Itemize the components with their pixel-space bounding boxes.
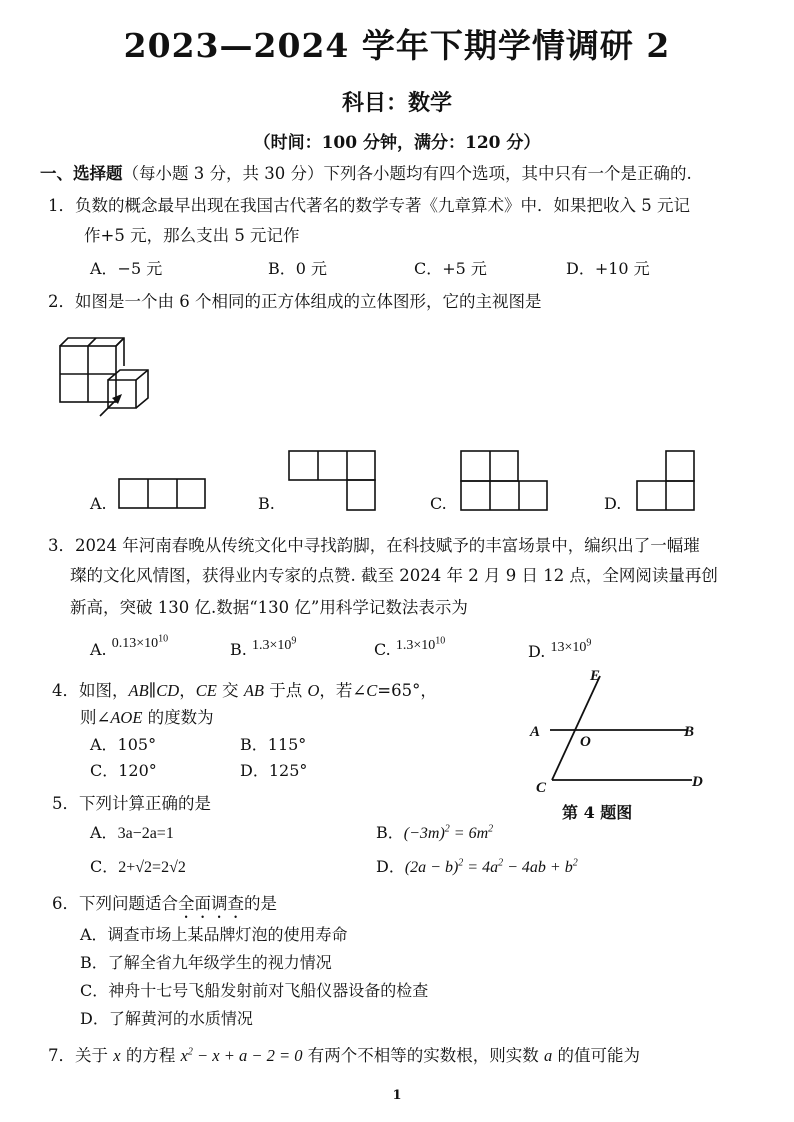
q5-text: 5．下列计算正确的是 xyxy=(52,794,211,813)
q4-point-e: E xyxy=(590,668,601,684)
q3-d-mantissa: 13×10 xyxy=(550,640,587,655)
q4-point-b: B xyxy=(684,724,695,740)
q2-option-c-figure xyxy=(460,450,550,512)
q2-label-b: B. xyxy=(258,494,275,513)
q3-b-mantissa: 1.3×10 xyxy=(251,638,292,653)
q4-figure-caption: 第 4 题图 xyxy=(562,803,633,822)
q7-text: 7．关于 x 的方程 $x^2 - x + a - 2 = 0$ 有两个不相等的实数根，则实数 a 的值可能为 xyxy=(48,1046,641,1065)
q3-line3: 新高，突破 130 亿.数据“130 亿”用科学记数法表示为 xyxy=(70,598,468,617)
q3-c-exponent: 10 xyxy=(435,635,446,647)
q6-option-b: B．了解全省九年级学生的视力情况 xyxy=(80,953,332,972)
q3-label-c: C. xyxy=(374,640,391,659)
q6-option-a: A．调查市场上某品牌灯泡的使用寿命 xyxy=(80,925,348,944)
q1-option-b: B．0 元 xyxy=(268,259,328,278)
q2-label-c: C. xyxy=(430,494,447,513)
section-desc: （每小题 3 分，共 30 分）下列各小题均有四个选项，其中只有一个是正确的. xyxy=(122,164,692,183)
section-label: 一、选择题 xyxy=(40,164,123,183)
q3-option-b xyxy=(230,635,297,660)
page-title: 2023—2024 学年下期学情调研 2 xyxy=(123,26,671,65)
time-info: （时间：100 分钟，满分：120 分） xyxy=(253,133,541,153)
q3-line2: 璨的文化风情图，获得业内专家的点赞. 截至 2024 年 2 月 9 日 12 点，全网阅读量再创 xyxy=(70,566,718,585)
q4-option-b: B．115° xyxy=(240,735,307,754)
q4-point-d: D xyxy=(692,774,703,790)
q4-option-d: D．125° xyxy=(240,761,308,780)
q2-solid-figure xyxy=(50,330,160,420)
q5-option-b: B．$(-3m)^2 = 6m^2$ xyxy=(376,823,494,842)
q4-line1: 4．如图，AB∥CD，CE 交 AB 于点 O，若∠C=65°， xyxy=(52,681,437,700)
q2-option-b-figure xyxy=(288,450,378,512)
q6-option-c: C．神舟十七号飞船发射前对飞船仪器设备的检查 xyxy=(80,981,429,1000)
q5-option-c: C．2+√2=2√2 xyxy=(90,857,186,876)
q3-b-exponent: 9 xyxy=(291,635,297,647)
q5-option-a: A．3a−2a=1 xyxy=(90,823,174,842)
q4-option-a: A．105° xyxy=(90,735,157,754)
q4-option-c: C．120° xyxy=(90,761,157,780)
q3-label-d: D. xyxy=(528,642,546,661)
q4-point-a: A xyxy=(530,724,541,740)
q1-option-a: A．−5 元 xyxy=(90,259,163,278)
q4-point-c: C xyxy=(536,780,547,796)
q2-label-d: D. xyxy=(604,494,622,513)
q1-line2: 作+5 元，那么支出 5 元记作 xyxy=(84,226,300,245)
q1-option-d: D．+10 元 xyxy=(566,259,650,278)
q6-emphasis: 全面调查 xyxy=(178,894,244,913)
q4-point-o: O xyxy=(580,734,591,750)
q4-line2: 则∠AOE 的度数为 xyxy=(80,708,214,727)
page-number: 1 xyxy=(392,1088,402,1103)
q4-geometry-figure xyxy=(520,664,740,800)
q3-c-mantissa: 1.3×10 xyxy=(395,638,436,653)
q6-text: 6．下列问题适合全面调查的是 xyxy=(52,894,277,913)
q3-a-exponent: 10 xyxy=(158,633,169,645)
q5-option-d: D．$(2a - b)^2 = 4a^2 - 4ab + b^2$ xyxy=(376,857,578,876)
q1-line1: 1．负数的概念最早出现在我国古代著名的数学专著《九章算术》中．如果把收入 5 元记 xyxy=(48,196,690,215)
q3-option-d xyxy=(528,637,592,662)
q3-option-c xyxy=(374,635,446,660)
section-heading xyxy=(40,160,692,184)
q3-d-exponent: 9 xyxy=(586,637,592,649)
q6-option-d: D．了解黄河的水质情况 xyxy=(80,1009,253,1028)
q3-label-a: A. xyxy=(90,640,107,659)
q3-a-mantissa: 0.13×10 xyxy=(111,636,159,651)
q2-text: 2．如图是一个由 6 个相同的正方体组成的立体图形，它的主视图是 xyxy=(48,292,542,311)
q3-label-b: B. xyxy=(230,640,247,659)
q2-option-a-figure xyxy=(118,478,208,510)
q2-label-a: A. xyxy=(90,494,107,513)
q2-option-d-figure xyxy=(636,450,698,512)
subject-line: 科目：数学 xyxy=(341,90,452,116)
q1-option-c: C．+5 元 xyxy=(414,259,487,278)
q3-line1: 3．2024 年河南春晚从传统文化中寻找韵脚，在科技赋予的丰富场景中，编织出了一幅璀 xyxy=(48,536,700,555)
q3-option-a xyxy=(90,633,169,660)
